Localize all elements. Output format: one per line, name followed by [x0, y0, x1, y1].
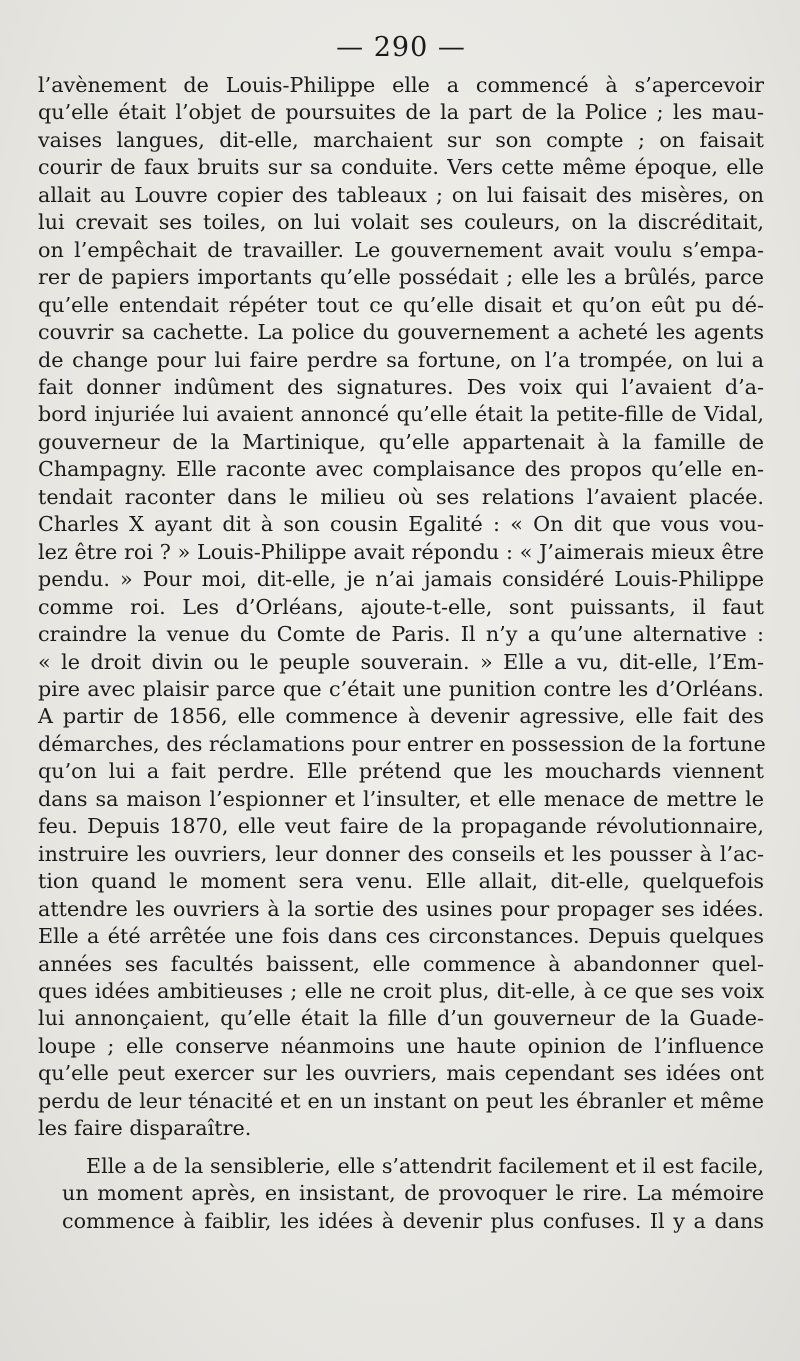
- text-line: tendait raconter dans le milieu où ses relations l’avaient placée.: [38, 484, 764, 509]
- text-line: lez être roi ? » Louis-Philippe avait répondu : « J’aimerais mieux être: [38, 539, 764, 564]
- text-line: couvrir sa cachette. La police du gouvernement a acheté les agents: [38, 320, 764, 345]
- text-line: attendre les ouvriers à la sortie des usines pour propager ses idées.: [38, 896, 764, 921]
- text-line: comme roi. Les d’Orléans, ajoute-t-elle, sont puissants, il faut: [38, 594, 764, 619]
- text-line: Champagny. Elle raconte avec complaisance des propos qu’elle en-: [38, 457, 764, 482]
- page-number: — 290 —: [336, 32, 466, 63]
- text-line: démarches, des réclamations pour entrer en possession de la fortune: [38, 731, 766, 756]
- text-line: Elle a été arrêtée une fois dans ces circonstances. Depuis quelques: [38, 924, 764, 949]
- text-line: craindre la venue du Comte de Paris. Il n’y a qu’une alternative :: [38, 622, 764, 647]
- text-line: pire avec plaisir parce que c’était une punition contre les d’Orléans.: [38, 676, 764, 701]
- text-line: lui annonçaient, qu’elle était la fille d’un gouverneur de la Guade-: [38, 1006, 764, 1031]
- text-line: années ses facultés baissent, elle commence à abandonner quel-: [38, 951, 764, 976]
- text-line: instruire les ouvriers, leur donner des conseils et les pousser à l’ac-: [38, 841, 764, 866]
- text-line: qu’elle peut exercer sur les ouvriers, mais cependant ses idées ont: [38, 1061, 764, 1086]
- body-text: [38, 72, 764, 1235]
- text-line: A partir de 1856, elle commence à devenir agressive, elle fait des: [38, 704, 764, 729]
- text-line: perdu de leur ténacité et en un instant on peut les ébranler et même: [38, 1088, 764, 1113]
- text-line: un moment après, en insistant, de provoquer le rire. La mémoire: [62, 1181, 764, 1206]
- text-line: on l’empêchait de travailler. Le gouvernement avait voulu s’empa-: [38, 237, 764, 262]
- text-line: pendu. » Pour moi, dit-elle, je n’ai jamais considéré Louis-Philippe: [38, 567, 764, 592]
- text-line: « le droit divin ou le peuple souverain. » Elle a vu, dit-elle, l’Em-: [38, 649, 764, 674]
- text-line: les faire disparaître.: [38, 1116, 252, 1141]
- text-line: tion quand le moment sera venu. Elle allait, dit-elle, quelquefois: [38, 869, 764, 894]
- text-line: allait au Louvre copier des tableaux ; on lui faisait des misères, on: [38, 182, 764, 207]
- text-line: ques idées ambitieuses ; elle ne croit plus, dit-elle, à ce que ses voix: [38, 978, 764, 1003]
- paragraph-2: [38, 1153, 764, 1235]
- text-line: lui crevait ses toiles, on lui volait ses couleurs, on la discréditait,: [38, 210, 764, 235]
- text-line: Charles X ayant dit à son cousin Egalité : « On dit que vous vou-: [38, 512, 764, 537]
- text-line: l’avènement de Louis-Philippe elle a commencé à s’apercevoir: [38, 73, 764, 97]
- text-line: de change pour lui faire perdre sa fortune, on l’a trompée, on lui a: [38, 347, 764, 372]
- text-line: qu’elle était l’objet de poursuites de la part de la Police ; les mau-: [38, 100, 764, 125]
- text-line: courir de faux bruits sur sa conduite. Vers cette même époque, elle: [38, 155, 764, 180]
- text-line: qu’on lui a fait perdre. Elle prétend que les mouchards viennent: [38, 759, 764, 784]
- text-line: loupe ; elle conserve néanmoins une haute opinion de l’influence: [38, 1033, 764, 1058]
- text-line: feu. Depuis 1870, elle veut faire de la propagande révolutionnaire,: [38, 814, 764, 839]
- text-line: rer de papiers importants qu’elle possédait ; elle les a brûlés, parce: [38, 265, 764, 290]
- text-line: qu’elle entendait répéter tout ce qu’elle disait et qu’on eût pu dé-: [38, 292, 764, 317]
- text-line: dans sa maison l’espionner et l’insulter, et elle menace de mettre le: [38, 786, 764, 811]
- text-line: Elle a de la sensiblerie, elle s’attendrit facilement et il est facile,: [86, 1153, 764, 1178]
- text-line: gouverneur de la Martinique, qu’elle appartenait à la famille de: [38, 429, 764, 454]
- paragraph-1: [38, 72, 764, 1143]
- text-line: fait donner indûment des signatures. Des voix qui l’avaient d’a-: [38, 374, 764, 399]
- text-line: commence à faiblir, les idées à devenir plus confuses. Il y a dans: [62, 1208, 764, 1233]
- text-line: bord injuriée lui avaient annoncé qu’elle était la petite-fille de Vidal,: [38, 402, 764, 427]
- text-line: vaises langues, dit-elle, marchaient sur son compte ; on faisait: [38, 127, 764, 152]
